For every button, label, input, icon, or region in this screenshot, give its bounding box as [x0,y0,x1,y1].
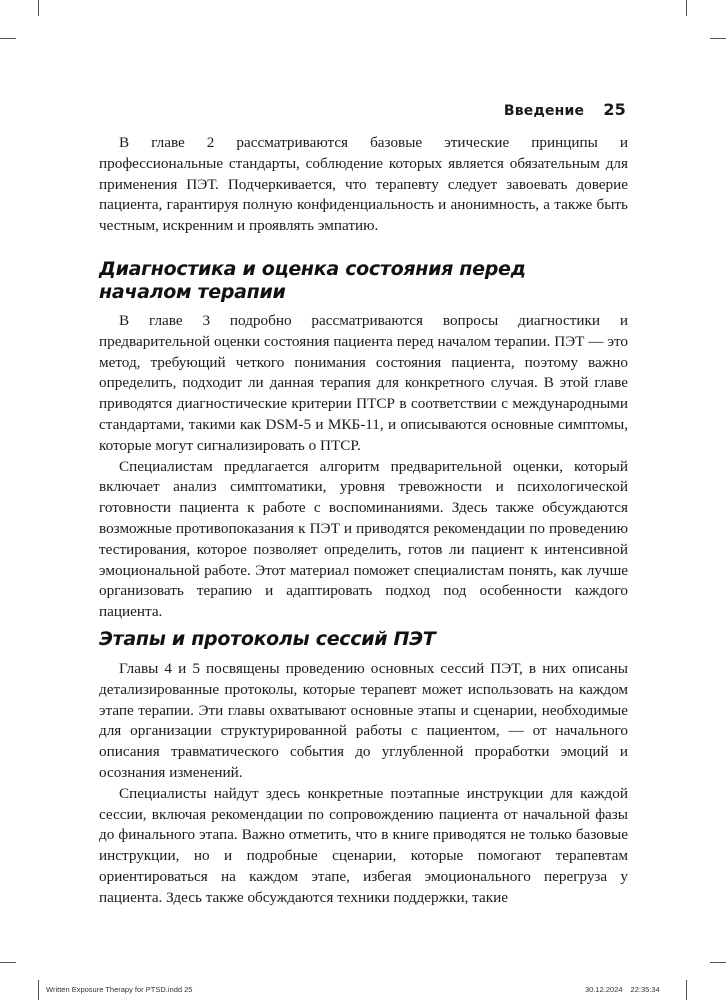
intro-text-block [99,133,628,237]
running-header [504,100,626,119]
crop-mark-right-bottom [710,962,726,963]
paragraph: Главы 4 и 5 посвящены проведению основных сессий ПЭТ, в них описаны детализированные протоколы, которые терапевт может использовать на каждом этапе терапии. Эти главы охватывают основные этапы и сценарии, необходимые для организации структурированной работы с пациентом, — от начального описания травматического события до углубленной проработки эмоций и осознания изменений. [99,660,628,781]
crop-mark-bottom-left [38,980,39,1000]
heading-line: Этапы и протоколы сессий ПЭТ [99,628,436,650]
crop-mark-left-top [0,38,16,39]
paragraph: В главе 3 подробно рассматриваются вопросы диагностики и предварительной оценки состояния пациента перед началом терапии. ПЭТ — это метод, требующий четкого понимания состояния пациента, поэтому важно определить, подходит ли данная терапия для конкретного случая. В этой главе приводятся диагностические критерии ПТСР в соответствии с международными стандартами, такими как DSM-5 и МКБ-11, и описываются основные симптомы, которые могут сигнализировать о ПТСР. [99,312,628,454]
heading-line: началом терапии [99,281,286,303]
paragraph: В главе 2 рассматриваются базовые этические принципы и профессиональные стандарты, соблюдение которых является обязательным для применения ПЭТ. Подчеркивается, что терапевту следует завоевать доверие пациента, гарантируя полную конфиденциальность и анонимность, а также быть честным, искренним и проявлять эмпатию. [99,134,628,235]
section-text-session-protocols [99,659,628,909]
print-slug-time: 22:35:34 [630,985,660,994]
section-text-diagnostics [99,311,628,623]
crop-mark-bottom-right [686,980,687,1000]
crop-mark-right-top [710,38,726,39]
print-slug-date: 30.12.2024 [585,985,623,994]
section-heading-diagnostics [99,258,628,304]
paragraph: Специалисты найдут здесь конкретные поэтапные инструкции для каждой сессии, включая рекомендации по сопровождению пациента от начальной фазы до финального этапа. Важно отметить, что в книге приводятся не только базовые инструкции, но и подробные сценарии, которые помогают терапевтам ориентироваться на каждом этапе, избегая эмоционального перегруза у пациента. Здесь также обсуждаются техники поддержки, такие [99,784,628,906]
crop-mark-left-bottom [0,962,16,963]
print-slug-timestamp [585,985,660,994]
running-header-section: Введение [503,103,585,119]
page-number: 25 [603,100,626,119]
section-heading-session-protocols [99,628,628,651]
crop-mark-top-left [38,0,39,16]
heading-line: Диагностика и оценка состояния перед [99,258,526,280]
paragraph: Специалистам предлагается алгоритм предварительной оценки, который включает анализ симптоматики, уровня тревожности и психологической готовности пациента к работе с воспоминаниями. Здесь также обсуждаются возможные противопоказания к ПЭТ и приводятся рекомендации по проведению тестирования, которое позволяет определить, готов ли пациент к интенсивной эмоциональной работе. Этот материал поможет специалистам понять, как лучше организовать терапию и адаптировать подход под особенности каждого пациента. [99,457,628,621]
crop-mark-top-right [686,0,687,16]
print-slug-file: Written Exposure Therapy for PTSD.indd 25 [46,985,193,994]
